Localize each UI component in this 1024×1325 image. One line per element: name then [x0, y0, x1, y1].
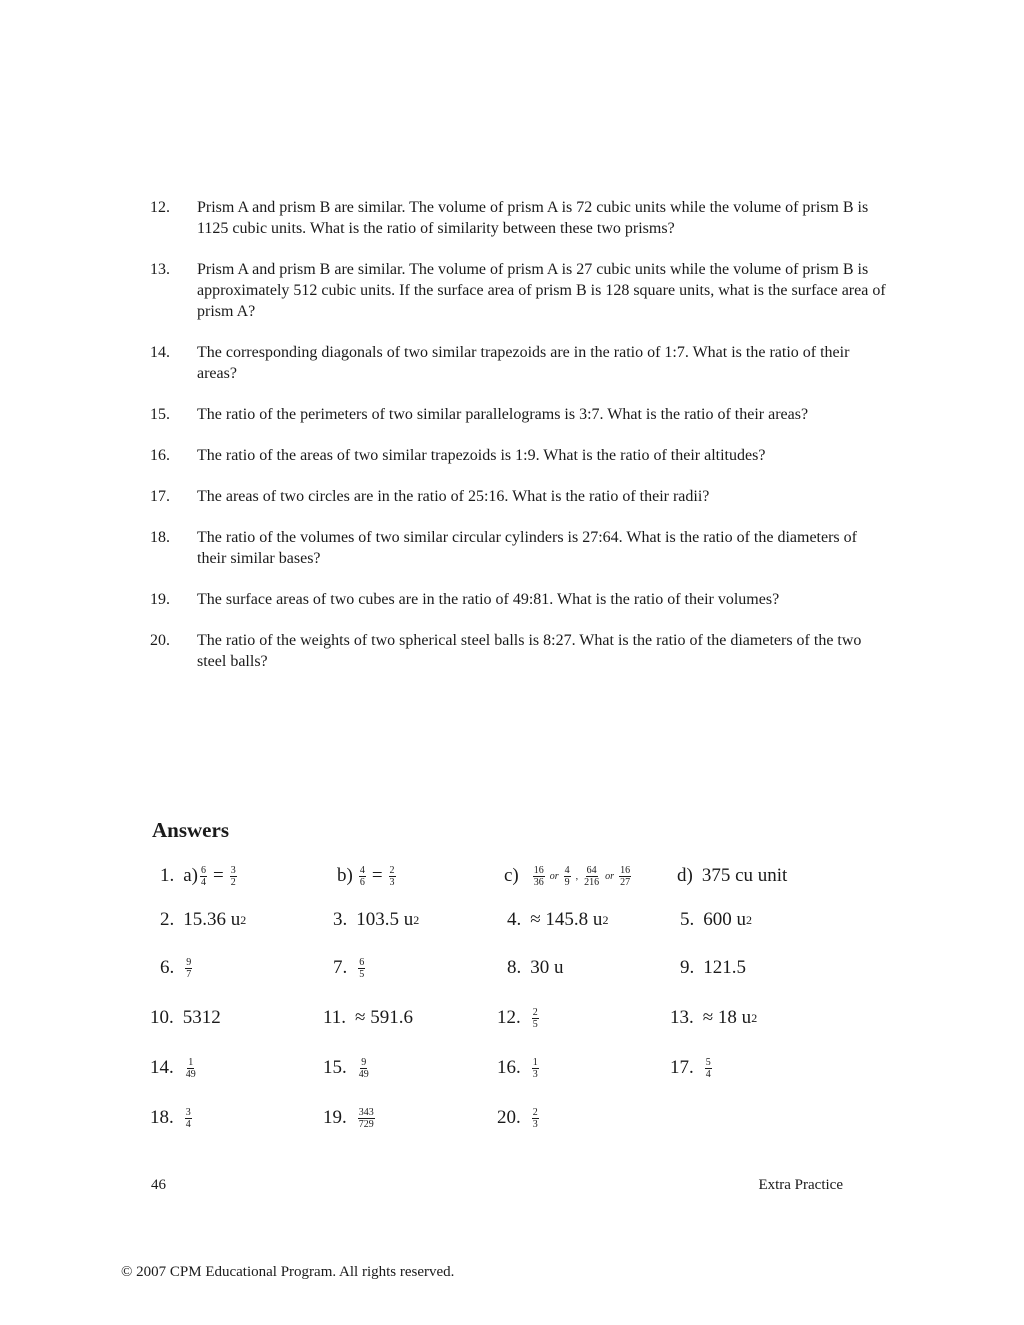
problem-text: The ratio of the weights of two spherical steel balls is 8:27. What is the ratio of the diameters of the two steel balls? [197, 632, 862, 670]
answer-3: 3. 103.5 u 2 [333, 909, 420, 930]
denominator: 5 [532, 1018, 538, 1030]
numerator: 3 [230, 864, 236, 876]
answer-13: 13. ≈ 18 u 2 [670, 1007, 758, 1028]
answer-part-label: d) [677, 865, 693, 886]
problem-17 [150, 486, 890, 507]
answer-number: 10. [150, 1007, 174, 1028]
answer-number: 20. [497, 1107, 521, 1128]
answer-17 [670, 1048, 714, 1088]
denominator: 2 [230, 876, 236, 888]
fraction [532, 1107, 539, 1130]
problem-18 [150, 527, 890, 569]
numerator: 343 [358, 1106, 374, 1118]
fraction [532, 1057, 539, 1080]
problem-number: 15. [150, 406, 170, 423]
answer-value: 15.36 u [183, 909, 241, 930]
numerator: 1 [188, 1056, 194, 1068]
denominator: 7 [186, 968, 192, 980]
answer-1b [337, 856, 398, 896]
numerator: 6 [201, 864, 207, 876]
answer-value: ≈ 591.6 [355, 1007, 413, 1028]
fraction [185, 1057, 197, 1080]
answer-number: 11. [323, 1007, 347, 1028]
answers-row-6 [0, 1098, 1024, 1138]
fraction [230, 865, 237, 888]
numerator: 9 [186, 956, 192, 968]
denominator: 6 [359, 876, 365, 888]
denominator: 216 [584, 876, 600, 888]
numerator: 3 [185, 1106, 191, 1118]
fraction [533, 865, 545, 888]
or-text: or [549, 870, 559, 882]
answer-value: 103.5 u [356, 909, 414, 930]
problem-text: Prism A and prism B are similar. The volume of prism A is 27 cubic units while the volume of prism B is approximately 512 cubic units. If the surface area of prism B is 128 square units, what is the surface area of prism A? [197, 261, 886, 320]
numerator: 2 [532, 1006, 538, 1018]
denominator: 5 [359, 968, 365, 980]
problem-number: 13. [150, 261, 170, 278]
answer-number: 2. [160, 909, 175, 930]
answer-14 [150, 1048, 199, 1088]
problem-number: 12. [150, 199, 170, 216]
page-number: 46 [151, 1177, 166, 1193]
fraction [389, 865, 396, 888]
fraction [200, 865, 207, 888]
problem-20 [150, 630, 890, 672]
answer-number: 17. [670, 1057, 694, 1078]
denominator: 4 [705, 1068, 711, 1080]
answers-row-1 [0, 856, 1024, 896]
problem-text: The ratio of the perimeters of two similar parallelograms is 3:7. What is the ratio of their areas? [197, 406, 809, 423]
answer-number: 15. [323, 1057, 347, 1078]
answer-18 [150, 1098, 194, 1138]
answer-value: 5312 [182, 1007, 221, 1028]
answer-number: 7. [333, 957, 348, 978]
answer-1c [504, 856, 633, 896]
answer-6 [160, 948, 194, 988]
denominator: 49 [358, 1068, 369, 1080]
denominator: 729 [358, 1118, 374, 1130]
answers-row-3 [0, 948, 1024, 988]
answers-row-5 [0, 1048, 1024, 1088]
answer-19 [323, 1098, 377, 1138]
answer-value: 121.5 [703, 957, 746, 978]
answer-1a [160, 856, 239, 896]
problem-16 [150, 445, 890, 466]
denominator: 9 [564, 876, 570, 888]
problem-text: The ratio of the volumes of two similar circular cylinders is 27:64. What is the ratio of the diameters of their similar bases? [197, 529, 857, 567]
fraction [705, 1057, 712, 1080]
numerator: 5 [705, 1056, 711, 1068]
answer-number: 14. [150, 1057, 174, 1078]
answer-number: 9. [680, 957, 695, 978]
problem-12 [150, 197, 890, 239]
fraction [185, 1107, 192, 1130]
answer-number: 16. [497, 1057, 521, 1078]
numerator: 64 [586, 864, 597, 876]
numerator: 4 [564, 864, 570, 876]
fraction [619, 865, 631, 888]
denominator: 36 [533, 876, 544, 888]
problem-text: The ratio of the areas of two similar trapezoids is 1:9. What is the ratio of their altitudes? [197, 447, 766, 464]
comma: , [575, 870, 579, 882]
answer-7 [333, 948, 367, 988]
numerator: 16 [620, 864, 631, 876]
answer-value: 375 cu unit [701, 865, 788, 886]
answer-2: 2. 15.36 u 2 [160, 909, 247, 930]
fraction [583, 865, 600, 888]
problem-number: 18. [150, 529, 170, 546]
numerator: 9 [361, 1056, 367, 1068]
problem-number: 16. [150, 447, 170, 464]
numerator: 6 [359, 956, 365, 968]
answer-12 [497, 998, 541, 1038]
answer-number: 18. [150, 1107, 174, 1128]
answers-heading: Answers [152, 818, 229, 842]
answer-4: 4. ≈ 145.8 u 2 [507, 909, 609, 930]
fraction [532, 1007, 539, 1030]
problem-number: 19. [150, 591, 170, 608]
or-text: or [605, 870, 615, 882]
problem-text: Prism A and prism B are similar. The volume of prism A is 72 cubic units while the volume of prism B is 1125 cubic units. What is the ratio of similarity between these two prisms? [197, 199, 869, 237]
numerator: 16 [533, 864, 544, 876]
fraction [358, 1057, 370, 1080]
fraction [185, 957, 192, 980]
answer-20 [497, 1098, 541, 1138]
denominator: 27 [620, 876, 631, 888]
denominator: 4 [201, 876, 207, 888]
problem-number: 20. [150, 632, 170, 649]
answer-part-label: c) [504, 865, 519, 886]
answer-value: 600 u [703, 909, 746, 930]
fraction [358, 957, 365, 980]
numerator: 4 [359, 864, 365, 876]
problem-number: 14. [150, 344, 170, 361]
problem-19 [150, 589, 890, 610]
answer-number: 5. [680, 909, 695, 930]
problem-text: The corresponding diagonals of two similar trapezoids are in the ratio of 1:7. What is the ratio of their areas? [197, 344, 850, 382]
problem-list [150, 197, 890, 692]
answer-value: 30 u [530, 957, 564, 978]
numerator: 2 [532, 1106, 538, 1118]
equals-sign: = [213, 865, 224, 886]
denominator: 3 [532, 1118, 538, 1130]
answer-number: 8. [507, 957, 522, 978]
answer-value: ≈ 145.8 u [530, 909, 603, 930]
denominator: 3 [532, 1068, 538, 1080]
denominator: 4 [185, 1118, 191, 1130]
problem-15 [150, 404, 890, 425]
answer-number: 19. [323, 1107, 347, 1128]
copyright-notice: © 2007 CPM Educational Program. All rights reserved. [121, 1264, 455, 1280]
answers-row-4 [0, 998, 1024, 1038]
answer-number: 6. [160, 957, 175, 978]
answer-value: ≈ 18 u [702, 1007, 752, 1028]
answer-number: 3. [333, 909, 348, 930]
answer-5: 5. 600 u 2 [680, 909, 752, 930]
answer-10 [150, 998, 221, 1038]
section-title: Extra Practice [758, 1177, 843, 1193]
answer-16 [497, 1048, 541, 1088]
problem-14 [150, 342, 890, 384]
fraction [358, 1107, 375, 1130]
problem-number: 17. [150, 488, 170, 505]
fraction [564, 865, 571, 888]
problem-text: The surface areas of two cubes are in the ratio of 49:81. What is the ratio of their volumes? [197, 591, 780, 608]
answer-number: 1. [160, 865, 175, 886]
answer-part-label: a) [183, 865, 199, 886]
numerator: 2 [389, 864, 395, 876]
answer-part-label: b) [337, 865, 353, 886]
denominator: 49 [185, 1068, 196, 1080]
answer-9 [680, 948, 746, 988]
answer-15 [323, 1048, 372, 1088]
numerator: 1 [532, 1056, 538, 1068]
problem-text: The areas of two circles are in the ratio of 25:16. What is the ratio of their radii? [197, 488, 710, 505]
answer-11 [323, 998, 413, 1038]
problem-13 [150, 259, 890, 322]
answers-row-2 [0, 900, 1024, 940]
answer-number: 13. [670, 1007, 694, 1028]
equals-sign: = [371, 865, 383, 886]
answer-8 [507, 948, 564, 988]
denominator: 3 [389, 876, 395, 888]
answer-number: 12. [497, 1007, 521, 1028]
answer-number: 4. [507, 909, 522, 930]
fraction [359, 865, 366, 888]
answer-1d [677, 856, 787, 896]
